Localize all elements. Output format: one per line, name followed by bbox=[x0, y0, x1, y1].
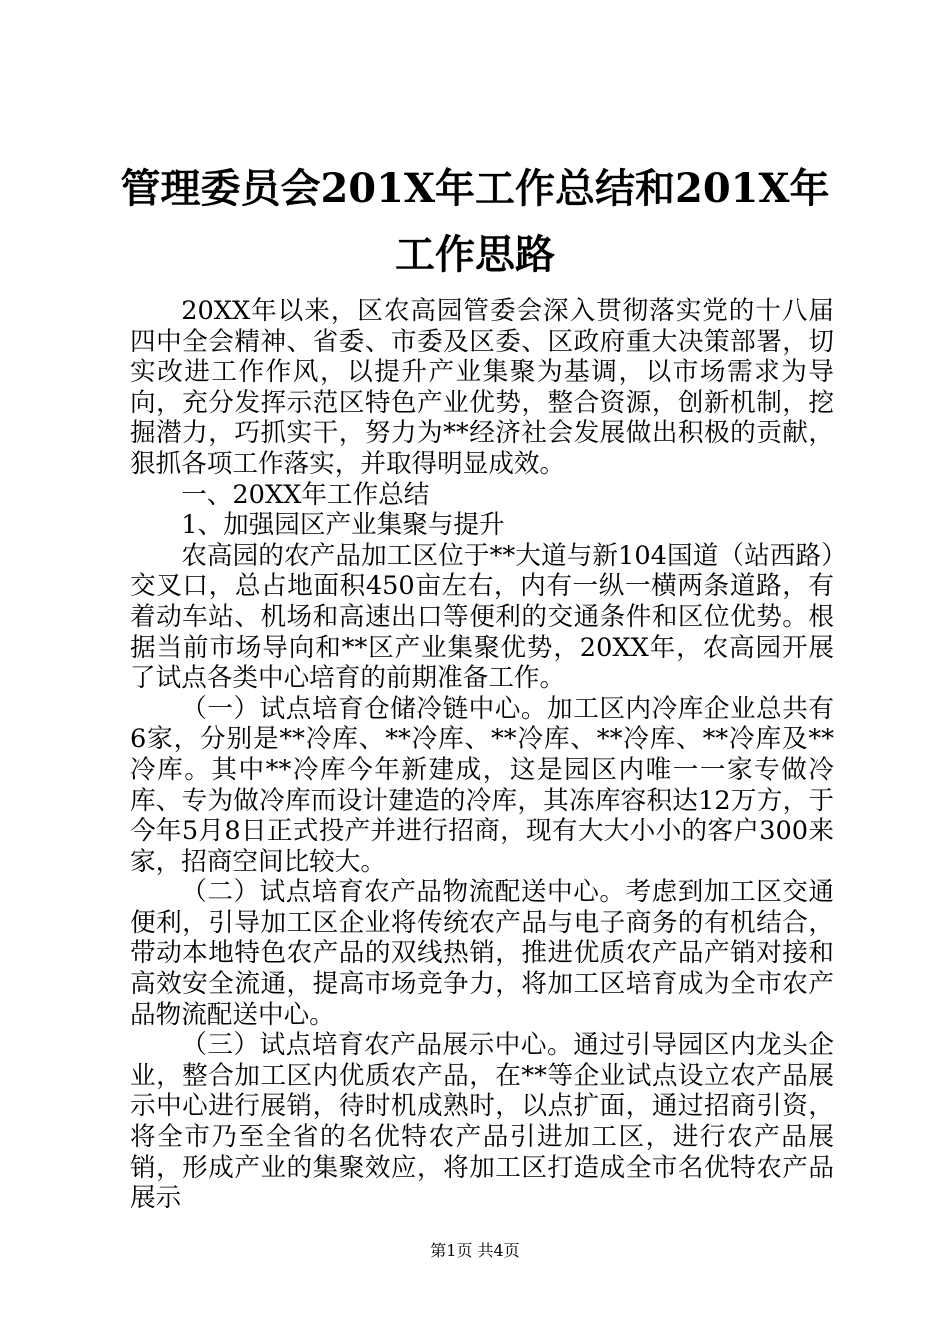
paragraph-location: 农高园的农产品加工区位于**大道与新104国道（站西路）交叉口，总占地面积450亩左右，内有一纵一横两条道路，有着动车站、机场和高速出口等便利的交通条件和区位优势。根据当前市场导向和**区产业集聚优势，20XX年，农高园开展了试点各类中心培育的前期准备工作。 bbox=[130, 540, 834, 694]
section-heading: 一、20XX年工作总结 bbox=[181, 479, 430, 510]
paragraph-showcase: （三）试点培育农产品展示中心。通过引导园区内龙头企业，整合加工区内优质农产品，在**等企业试点设立农产品展示中心进行展销，待时机成熟时，以点扩面，通过招商引资，将全市乃至全省的名优特农产品引进加工区，进行农产品展销，形成产业的集聚效应，将加工区打造成全市名优特农产品展示 bbox=[130, 1030, 834, 1214]
page-footer: 第1页 共4页 bbox=[430, 1241, 520, 1260]
paragraph-logistics: （二）试点培育农产品物流配送中心。考虑到加工区交通便利，引导加工区企业将传统农产品与电子商务的有机结合，带动本地特色农产品的双线热销，推进优质农产品产销对接和高效安全流通，提高市场竞争力，将加工区培育成为全市农产品物流配送中心。 bbox=[130, 877, 834, 1030]
document-body bbox=[130, 296, 834, 1214]
paragraph-intro: 20XX年以来，区农高园管委会深入贯彻落实党的十八届四中全会精神、省委、市委及区委、区政府重大决策部署，切实改进工作作风，以提升产业集聚为基调，以市场需求为导向，充分发挥示范区特色产业优势，整合资源，创新机制，挖掘潜力，巧抓实干，努力为**经济社会发展做出积极的贡献，狠抓各项工作落实，并取得明显成效。 bbox=[130, 296, 834, 479]
subsection-heading: 1、加强园区产业集聚与提升 bbox=[181, 510, 505, 541]
document-title: 管理委员会201X年工作总结和201X年工作思路 bbox=[120, 165, 830, 278]
paragraph-cold-chain: （一）试点培育仓储冷链中心。加工区内冷库企业总共有6家，分别是**冷库、**冷库、**冷库、**冷库、**冷库及**冷库。其中**冷库今年新建成，这是园区内唯一一家专做冷库、专为做冷库而设计建造的冷库，其冻库容积达12万方，于今年5月8日正式投产并进行招商，现有大大小小的客户300来家，招商空间比较大。 bbox=[130, 693, 834, 877]
